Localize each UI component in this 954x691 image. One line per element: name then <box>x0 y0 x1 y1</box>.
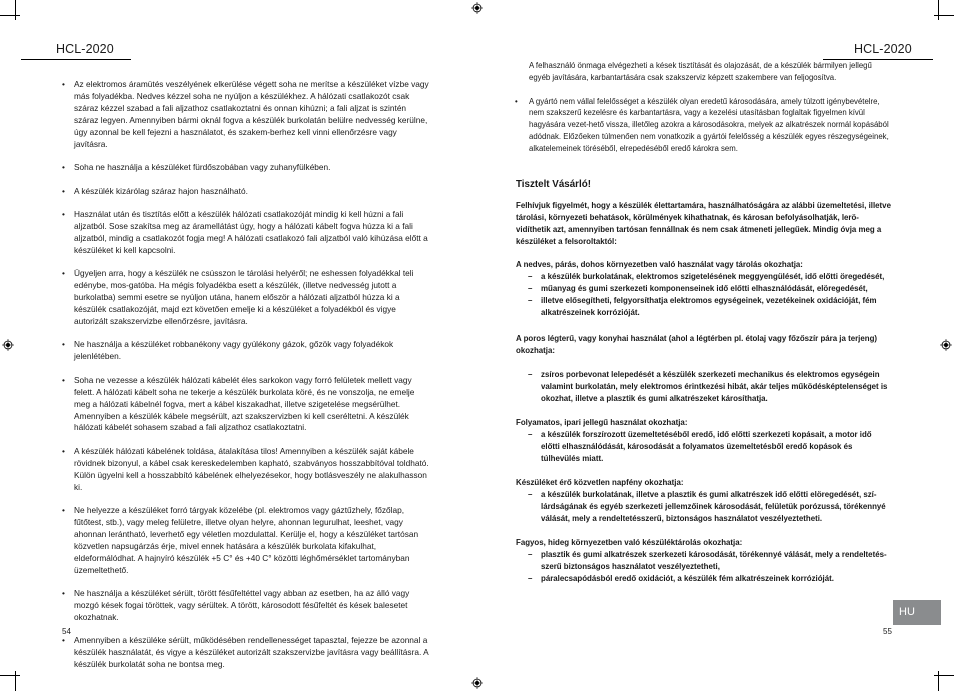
safety-bullet-list <box>62 79 431 671</box>
left-page-number: 54 <box>62 627 71 636</box>
group-heading: Folyamatos, ipari jellegű használat okozhatja: <box>516 418 688 427</box>
item-text: illetve elősegítheti, felgyorsíthatja elektromos egységeinek, vezetékeinek oxidációját, fém alkatrészeinek korrózióját. <box>541 296 877 317</box>
group-items <box>516 549 892 585</box>
list-item: • Ne helyezze a készüléket forró tárgyak közelébe (pl. elektromos vagy gáztűzhely, főzőlap, fűtőtest, stb.), vagy meleg felületre, illetve olyan helyre, ahonnan legurulhat, leeshet, vagy ahonnan lerántható, leverhető egy véletlen mozdulattal. Kerülje el, hogy a készüléket tartósan közvetlen napsugárzás érje, mivel ennek hatására a készülék burkolata kifakulhat, eldeformálódhat. A hajnyíró készülék +5 C° és +40 C° közötti léghőmérséklet tartományban üzemeltethető. <box>62 505 419 575</box>
section-title: Tisztelt Vásárló! <box>516 179 591 190</box>
list-item: • Soha ne használja a készüléket fürdőszobában vagy zuhanyfülkében. <box>62 162 331 173</box>
group-items <box>516 369 892 405</box>
right-header-title: HCL-2020 <box>854 42 912 56</box>
item-text: a készülék burkolatának, illetve a plasztik és gumi alkatrészek idő előtti elöregedését, szí-lárdságának és egyéb szerkezeti jellemzőinek károsodását, felületük porózussá, törékennyé válását, mely a rendeltetésszerű, biztonságos használatot veszélyeztetheti. <box>541 490 886 523</box>
intro-text: A gyártó nem vállal felelősséget a készülék olyan eredetű károsodására, amely túlzott igénybevételre, nem szakszerű kezelésre és karbantartásra, vagy a kezelési utasításban foglaltak figyelmen kívül hagyására vezet-hető vissza, illetőleg azokra a károsodásokra, melyek az alkatrészek normál kopásából adódnak. Előzőeken túlmenően nem vonatkozik a gyártói felelősség a készülék egyes részegységeinek, alkatelemeinek töréséből, elrepedéséből eredő károkra sem. <box>529 96 889 154</box>
item-text: zsíros porbevonat lelepedését a készülék szerkezeti mechanikus és elektromos egységein valamint burkolatán, mely elektromos érintkezési hibát, akár teljes működésképtelenséget is okozhat, illetve a plasztik és gumi alkatrészeket károsíthatja. <box>541 370 888 403</box>
crop-mark-top-left-h <box>0 15 20 16</box>
list-item: – zsíros porbevonat lelepedését a készülék szerkezeti mechanikus és elektromos egységein valamint burkolatán, mely elektromos érintkezési hibát, akár teljes működésképtelenséget is okozhat, illetve a plasztik és gumi alkatrészeket károsíthatja. <box>528 370 888 403</box>
list-item: • A készülék kizárólag száraz hajon használható. <box>62 185 248 196</box>
intro-text: A felhasználó önmaga elvégezheti a kések tisztítását és olajozását, de a készülék bármilyen jellegű egyéb javítására, karbantartására csak szakszerviz képzett szakembere van feljogosítva. <box>529 61 872 82</box>
list-item <box>515 96 893 156</box>
list-item: – a készülék burkolatának, elektromos szigetelésének meggyengülését, idő előtti öregedését, <box>528 272 885 281</box>
item-text: műanyag és gumi szerkezeti komponenseinek idő előtti elhasználódását, elöregedését, <box>541 284 868 293</box>
left-header-rule <box>21 59 131 60</box>
bullet-text: Ne használja a készüléket robbanékony vagy gyúlékony gázok, gőzök vagy folyadékok jelenlétében. <box>74 339 394 362</box>
language-tab: HU <box>893 600 941 625</box>
group-items <box>516 271 892 319</box>
bullet-dot: • <box>515 96 518 106</box>
environment-warnings <box>516 200 892 585</box>
list-item: • A készülék hálózati kábelének toldása, átalakítása tilos! Amennyiben a készülék saját kábele rövidnek bizonyul, a kábel csak kereskedelemben kapható, szabványos hosszabbítóval toldható. Külön ügyelni kell a hosszabbító kábelének elhelyezésekor, hogy botlásveszély ne alakulhasson ki. <box>62 445 429 492</box>
intro-bold-paragraph: Felhívjuk figyelmét, hogy a készülék élettartamára, használhatóságára az alábbi üzemeltetési, illetve tárolási, környezeti behatások, körülmények kihathatnak, és károsan befolyásolhatják, lerö-vidíthetik azt, amennyiben tartósan fennállnak és nem csak átmeneti jellegűek. Mindig óvja meg a készüléket a felsoroltaktól: <box>516 201 891 246</box>
list-item: – páralecsapódásból eredő oxidációt, a készülék fém alkatrészeinek korrózióját. <box>528 574 834 583</box>
group-heading: Fagyos, hideg környezetben való készüléktárolás okozhatja: <box>516 538 743 547</box>
list-item: • Az elektromos áramütés veszélyének elkerülése végett soha ne merítse a készüléket vízbe vagy más folyadékba. Nedves kézzel soha ne nyúljon a készülékhez. A hálózati csatlakozót csak száraz kézzel szabad a fali aljzathoz csatlakoztatni és onnan kihúzni; a fali aljzat is szintén száraz legyen. Amennyiben bármi oknál fogva a készülék burkolatán belülre nedvesség kerülne, úgy azonnal be kell fejezni a használatot, és szakem-berhez kell vinni ellenőrzésre vagy javításra. <box>62 79 429 149</box>
bullet-text: Amennyiben a készüléke sérült, működésében rendellenességet tapasztal, fejezze be azonnal a készülék használatát, és vigye a készüléket autorizált szakszervizbe javításra vagy beállításra. A készülék burkolatát soha ne bontsa meg. <box>74 635 429 670</box>
crop-mark-bottom-left-h <box>0 675 20 676</box>
group-items <box>516 429 892 465</box>
group-items <box>516 489 892 525</box>
list-item: • Ne használja a készüléket robbanékony vagy gyúlékony gázok, gőzök vagy folyadékok jelenlétében. <box>62 339 394 362</box>
list-item: – plasztik és gumi alkatrészek szerkezeti károsodását, törékennyé válását, mely a rendeltetés-szerű biztonságos használatot veszélyeztetheti, <box>528 550 887 571</box>
list-item: • Soha ne vezesse a készülék hálózati kábelét éles sarkokon vagy forró felületek mellett vagy felett. A hálózati kábelt soha ne tekerje a készülék burkolata köré, és ne vonszolja, ne emelje meg a hálózati kábelnél fogva, mert a kábel kiszakadhat, illetve szigetelése megsérülhet. Amennyiben a készülék kábele megsérült, azt szakszervizben ki kell cseréltetni. A készülék hálózati kábelét sohasem szabad a fali aljzathoz csatlakoztatni. <box>62 374 415 433</box>
list-item: • Használat után és tisztítás előtt a készülék hálózati csatlakozóját mindig ki kell húzni a fali aljzatból. Sose szakítsa meg az áramellátást úgy, hogy a hálózati kábelt fogva húzza ki a fali aljzatból, mindig a csatlakozót fogja meg! A hálózati csatlakozó fali aljzatból való kihúzása előtt a készüléket ki kell kapcsolni. <box>62 209 428 255</box>
bullet-text: Soha ne vezesse a készülék hálózati kábelét éles sarkokon vagy forró felületek mellett vagy felett. A hálózati kábelt soha ne tekerje a készülék burkolata köré, és ne vonszolja, ne emelje meg a hálózati kábelnél fogva, mert a kábel kiszakadhat, illetve szigetelése megsérülhet. Amennyiben a készülék kábele megsérült, azt szakszervizben ki kell cseréltetni. A készülék hálózati kábelét sohasem szabad a fali aljzathoz csatlakoztatni. <box>74 374 415 433</box>
crop-mark-bottom-left-v <box>15 671 16 691</box>
item-text: plasztik és gumi alkatrészek szerkezeti károsodását, törékennyé válását, mely a rendeltetés-szerű biztonságos használatot veszélyeztetheti, <box>541 550 887 571</box>
list-item: – a készülék forszírozott üzemeltetéséből eredő, idő előtti szerkezeti kopásait, a motor idő előtti elhasználódását, károsodását a folyamatos üzemeltetésből eredő kopások és túlhevülés miatt. <box>528 430 872 463</box>
group-heading: A nedves, párás, dohos környezetben való használat vagy tárolás okozhatja: <box>516 260 803 269</box>
group-heading: A poros légterű, vagy konyhai használat (ahol a légtérben pl. étolaj vagy főzőszír pára ja terjeng) okozhatja: <box>516 334 878 355</box>
registration-mark-icon <box>940 339 952 351</box>
list-item: – a készülék burkolatának, illetve a plasztik és gumi alkatrészek idő előtti elöregedését, szí-lárdságának és egyéb szerkezeti jellemzőinek károsodását, felületük porózussá, törékennyé válását, mely a rendeltetésszerű, biztonságos használatot veszélyeztetheti. <box>528 490 886 523</box>
crop-mark-bottom-right-v <box>938 671 939 691</box>
bullet-text: Ügyeljen arra, hogy a készülék ne csússzon le tárolási helyéről; ne eshessen folyadékkal teli edénybe, mos-gatóba. Ha mégis folyadékba esett a készülék, (illetve nedvesség jutott a burkolatba) semmi esetre se nyúljon utána, hanem először a hálózati aljzatból húzza ki a készülék csatlakozóját, majd ezt követően emelje ki a készüléket a folyadékból és vigye autorizált szakszervizbe ellenőrzésre, javításra. <box>74 268 414 326</box>
crop-mark-top-left-v <box>15 0 16 20</box>
item-text: a készülék forszírozott üzemeltetéséből eredő, idő előtti szerkezeti kopásait, a motor idő előtti elhasználódását, károsodását a folyamatos üzemeltetésből eredő kopások és túlhevülés miatt. <box>541 430 872 463</box>
list-item: – illetve elősegítheti, felgyorsíthatja elektromos egységeinek, vezetékeinek oxidációját, fém alkatrészeinek korrózióját. <box>528 296 877 317</box>
bullet-text: Használat után és tisztítás előtt a készülék hálózati csatlakozóját mindig ki kell húzni a fali aljzatból. Sose szakítsa meg az áramellátást úgy, hogy a hálózati kábelt fogva húzza ki a fali aljzatból, mindig a csatlakozót fogja meg! A hálózati csatlakozó fali aljzatból való kihúzása előtt a készüléket ki kell kapcsolni. <box>74 209 428 255</box>
list-item: – műanyag és gumi szerkezeti komponenseinek idő előtti elhasználódását, elöregedését, <box>528 284 868 293</box>
bullet-text: Ne használja a készüléket sérült, törött fésűfeltéttel vagy abban az esetben, ha az álló vagy mozgó kések fogai töröttek, vagy sérültek. A törött, károsodott fésűfeltét és kések balesetet okozhatnak. <box>74 588 410 622</box>
right-intro-list <box>515 60 893 155</box>
list-item: • Ügyeljen arra, hogy a készülék ne csússzon le tárolási helyéről; ne eshessen folyadékkal teli edénybe, mos-gatóba. Ha mégis folyadékba esett a készülék, (illetve nedvesség jutott a burkolatba) semmi esetre se nyúljon utána, hanem először a hálózati aljzatból húzza ki a készülék csatlakozóját, majd ezt követően emelje ki a készüléket a folyadékból és vigye autorizált szakszervizbe ellenőrzésre, javításra. <box>62 268 414 326</box>
registration-mark-icon <box>2 339 14 351</box>
item-text: a készülék burkolatának, elektromos szigetelésének meggyengülését, idő előtti öregedését, <box>541 272 885 281</box>
bullet-text: Az elektromos áramütés veszélyének elkerülése végett soha ne merítse a készüléket vízbe vagy más folyadékba. Nedves kézzel soha ne nyúljon a készülékhez. A hálózati csatlakozót csak száraz kézzel szabad a fali aljzathoz csatlakoztatni és onnan kihúzni; a fali aljzat is szintén száraz legyen. Amennyiben bármi oknál fogva a készülék burkolatán belülre nedvesség kerülne, úgy azonnal be kell fejezni a használatot, és szakem-berhez kell vinni ellenőrzésre vagy javításra. <box>74 79 429 149</box>
registration-mark-icon <box>471 2 483 14</box>
left-header-title: HCL-2020 <box>56 42 114 56</box>
bullet-text: Ne helyezze a készüléket forró tárgyak közelébe (pl. elektromos vagy gáztűzhely, főzőlap, fűtőtest, stb.), vagy meleg felületre, illetve olyan helyre, ahonnan legurulhat, leeshet, vagy ahonnan lerántható, leverhető egy véletlen mozdulattal. Kerülje el, hogy a készüléket tartósan közvetlen napsugárzás érje, mivel ennek hatására a készülék burkolata kifakulhat, eldeformálódhat. A hajnyíró készülék +5 C° és +40 C° közötti léghőmérséklet tartományban üzemeltethető. <box>74 505 419 575</box>
registration-mark-icon <box>471 677 483 689</box>
group-heading: Készüléket érő közvetlen napfény okozhatja: <box>516 478 684 487</box>
crop-mark-top-right-v <box>938 0 939 20</box>
crop-mark-bottom-right-h <box>934 675 954 676</box>
right-page-number: 55 <box>883 627 892 636</box>
list-item <box>529 60 893 84</box>
item-text: páralecsapódásból eredő oxidációt, a készülék fém alkatrészeinek korrózióját. <box>541 574 834 583</box>
list-item: • Amennyiben a készüléke sérült, működésében rendellenességet tapasztal, fejezze be azonnal a készülék használatát, és vigye a készüléket autorizált szakszervizbe javításra vagy beállításra. A készülék burkolatát soha ne bontsa meg. <box>62 635 429 670</box>
bullet-text: A készülék hálózati kábelének toldása, átalakítása tilos! Amennyiben a készülék saját kábele rövidnek bizonyul, a kábel csak kereskedelemben kapható, szabványos hosszabbítóval toldható. Külön ügyelni kell a hosszabbító kábelének elhelyezésekor, hogy botlásveszély ne alakulhasson ki. <box>74 445 429 492</box>
list-item: • Ne használja a készüléket sérült, törött fésűfeltéttel vagy abban az esetben, ha az álló vagy mozgó kések fogai töröttek, vagy sérültek. A törött, károsodott fésűfeltét és kések balesetet okozhatnak. <box>62 588 410 622</box>
bullet-text: Soha ne használja a készüléket fürdőszobában vagy zuhanyfülkében. <box>74 162 331 173</box>
crop-mark-top-right-h <box>934 15 954 16</box>
bullet-text: A készülék kizárólag száraz hajon használható. <box>74 185 248 196</box>
